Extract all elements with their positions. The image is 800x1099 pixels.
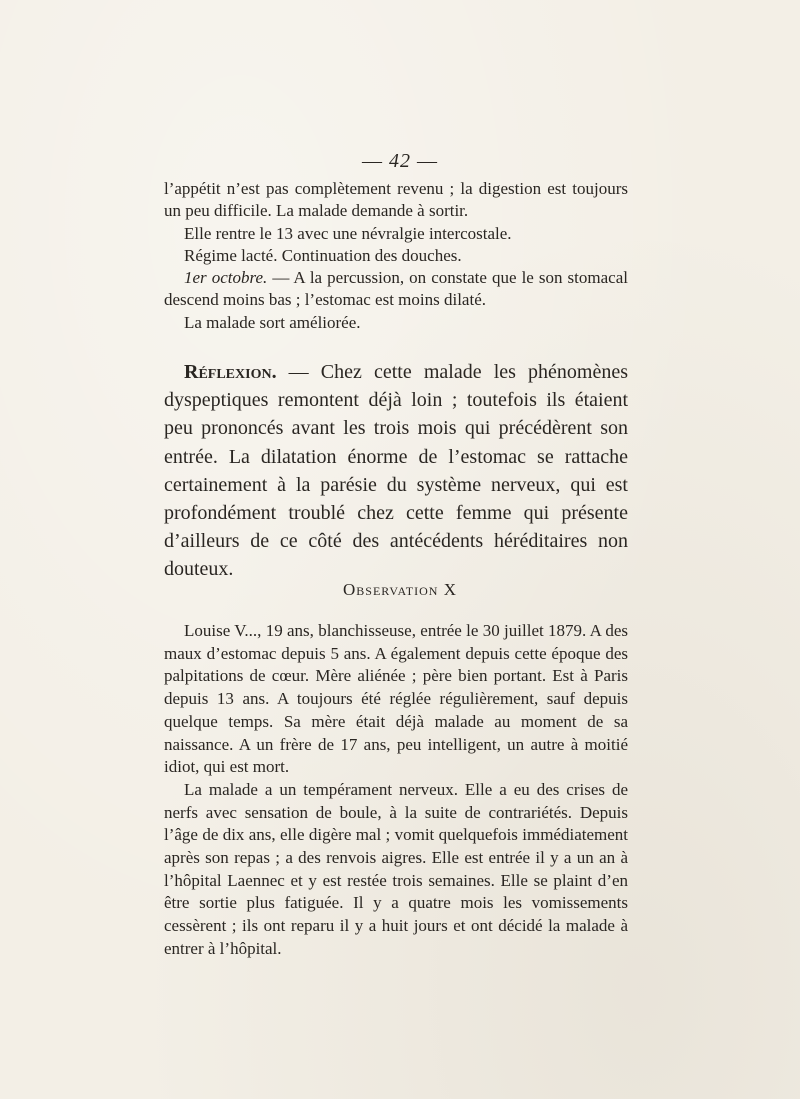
reflexion-paragraph xyxy=(164,358,628,584)
observation-paragraph-2: La malade a un tempérament nerveux. Elle a eu des crises de nerfs avec sensation de boule, à la suite de contrariétés. Depuis l’âge de dix ans, elle digère mal ; vomit quelquefois immédiatement après son repas ; a des renvois aigres. Elle est entrée il y a un an à l’hôpital Laennec et y est restée trois semaines. Elle se plaint d’en être sortie plus fatiguée. Il y a quatre mois les vomissements cessèrent ; ils ont reparu il y a huit jours et ont décidé la malade à entrer à l’hôpital. xyxy=(164,779,628,958)
paragraph-october xyxy=(164,267,628,312)
page-number-suffix: — xyxy=(411,150,438,172)
reflexion-label: Réflexion. xyxy=(184,361,277,383)
case-continuation xyxy=(164,178,628,334)
observation-heading: Observation X xyxy=(343,580,457,599)
paragraph-appetite: l’appétit n’est pas complètement revenu ; la digestion est toujours un peu difficile. La malade demande à sortir. xyxy=(164,179,628,221)
observation-paragraph-1: Louise V..., 19 ans, blanchisseuse, entrée le 30 juillet 1879. A des maux d’estomac depuis 5 ans. A également depuis cette époque des palpitations de cœur. Mère aliénée ; père bien portant. Est à Paris depuis 13 ans. A toujours été réglée régulièrement, sauf depuis quelque temps. Sa mère était déjà malade au moment de sa naissance. A un frère de 17 ans, peu intelligent, un autre à moitié idiot, qui est mort. xyxy=(164,621,628,777)
percussion-text: — A la percussion, on constate que le son stomacal descend moins bas ; l’estomac est moins dilaté. xyxy=(164,268,628,310)
page-number-prefix: — xyxy=(362,150,389,172)
page-number xyxy=(0,150,800,173)
observation-section xyxy=(164,620,628,961)
reflexion-section xyxy=(164,358,628,584)
date-label: 1er octobre. xyxy=(184,268,268,288)
paragraph-discharge: La malade sort améliorée. xyxy=(184,312,361,332)
paragraph-neuralgia: Elle rentre le 13 avec une névralgie intercostale. xyxy=(184,223,512,243)
page-number-value: 42 xyxy=(389,150,411,172)
paragraph-regime: Régime lacté. Continuation des douches. xyxy=(184,245,462,265)
reflexion-text: — Chez cette malade les phénomènes dyspeptiques remontent déjà loin ; toutefois ils étaient peu prononcés avant les trois mois qui précédèrent son entrée. La dilatation énorme de l’estomac se rattache certainement à la parésie du système nerveux, qui est profondément troublé chez cette femme qui présente d’ailleurs de ce côté des antécédents héréditaires non douteux. xyxy=(164,361,628,581)
